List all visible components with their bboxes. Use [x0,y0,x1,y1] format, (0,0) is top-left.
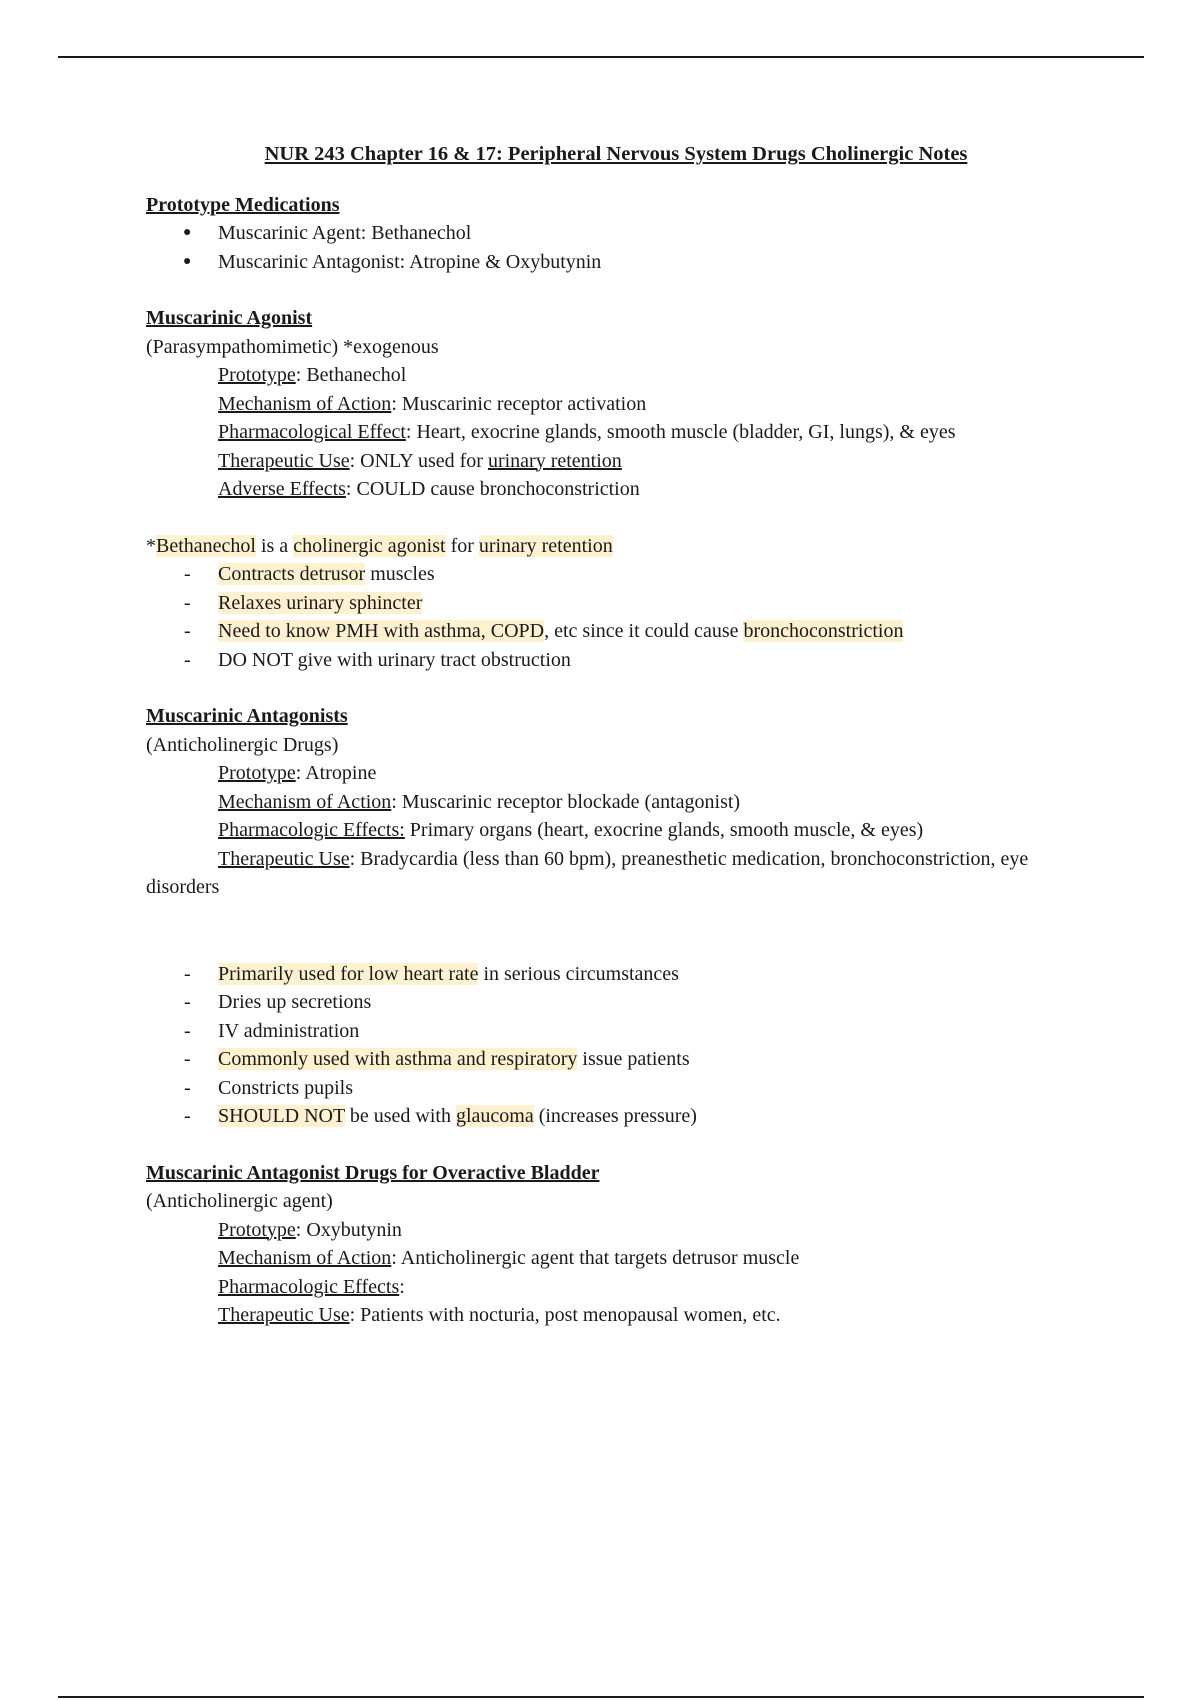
field-value: : ONLY used for [349,449,488,472]
agonist-adverse [146,475,1086,504]
highlight: SHOULD NOT [218,1105,345,1127]
highlight: Commonly used with asthma and respiratory [218,1048,578,1070]
antagonists-heading: Muscarinic Antagonists [146,705,348,727]
field-value: : Patients with nocturia, post menopausal women, etc. [349,1304,781,1326]
bethanechol-list [146,560,1086,674]
field-value: : Atropine [295,762,377,784]
highlight: urinary retention [478,534,613,557]
field-label: Adverse Effects [218,478,346,500]
field-label: Prototype [218,762,296,784]
list-item: - IV administration [146,1017,1086,1046]
agonist-effect [146,418,1086,447]
list-item: ● Muscarinic Agent: Bethanechol [146,219,1086,248]
list-item: - Need to know PMH with asthma, COPD, etc since it could cause bronchoconstriction [146,617,1086,646]
antagonists-moa [146,788,1086,817]
field-value: : Bethanechol [295,364,407,386]
highlight: Need to know PMH with asthma, COPD [218,620,545,642]
field-value: : Heart, exocrine glands, smooth muscle (bladder, GI, lungs), & eyes [405,421,956,443]
agonist-subtitle: (Parasympathomimetic) *exogenous [146,335,439,358]
list-item: - Constricts pupils [146,1074,1086,1103]
prototype-meds-heading: Prototype Medications [146,193,340,216]
field-value: : Muscarinic receptor activation [391,392,647,415]
bladder-subtitle: (Anticholinergic agent) [146,1190,333,1212]
list-item: - DO NOT give with urinary tract obstruction [146,646,1086,675]
highlight: cholinergic agonist [293,534,446,557]
field-label: Pharmacologic Effects: [218,819,405,841]
field-label: Prototype [218,364,296,386]
field-label: Therapeutic Use [218,449,350,472]
bladder-prototype [146,1216,1086,1245]
field-value: : Anticholinergic agent that targets detrusor muscle [391,1247,800,1269]
field-value: : Muscarinic receptor blockade (antagonist) [391,790,741,813]
agonist-heading: Muscarinic Agonist [146,307,313,329]
top-rule [58,56,1144,58]
document-page [146,140,1086,1330]
bottom-rule [58,1696,1144,1698]
field-value: : [399,1275,405,1298]
page-title: NUR 243 Chapter 16 & 17: Peripheral Nervous System Drugs Cholinergic Notes [264,143,968,165]
bladder-effects [146,1273,1086,1302]
field-label: Mechanism of Action [218,790,392,813]
antagonists-subtitle: (Anticholinergic Drugs) [146,733,339,756]
field-label: Mechanism of Action [218,1247,392,1269]
list-item: - Primarily used for low heart rate in serious circumstances [146,960,1086,989]
agonist-moa [146,390,1086,419]
list-item: - Contracts detrusor muscles [146,560,1086,589]
highlight: glaucoma [455,1105,534,1127]
bethanechol-note: *Bethanechol is a cholinergic agonist for urinary retention [146,534,613,557]
agonist-prototype [146,361,1086,390]
field-value: : Bradycardia (less than 60 bpm), preanesthetic medication, bronchoconstriction, eye disorders [146,847,1029,898]
highlight: Contracts detrusor [218,563,366,585]
highlight: Relaxes urinary sphincter [218,591,423,614]
highlight: bronchoconstriction [743,620,904,642]
list-item [146,589,1086,618]
bladder-moa [146,1244,1086,1273]
antagonists-effects [146,816,1086,845]
antagonists-prototype [146,759,1086,788]
agonist-use [146,447,1086,476]
list-item: - SHOULD NOT be used with glaucoma (increases pressure) [146,1102,1086,1131]
field-label: Pharmacologic Effects [218,1275,400,1298]
field-value: : Oxybutynin [295,1218,402,1241]
field-label: Therapeutic Use [218,1304,350,1326]
field-label: Prototype [218,1218,296,1241]
field-label: Therapeutic Use [218,847,350,870]
field-value: : COULD cause bronchoconstriction [345,478,640,500]
field-label: Mechanism of Action [218,392,392,415]
list-item: - Dries up secretions [146,988,1086,1017]
prototype-meds-list [146,219,1086,276]
list-item: ● Muscarinic Antagonist: Atropine & Oxybutynin [146,248,1086,277]
antagonists-list [146,960,1086,1131]
list-item: - Commonly used with asthma and respiratory issue patients [146,1045,1086,1074]
bladder-use [146,1301,1086,1330]
highlight: Primarily used for low heart rate [218,962,479,985]
antagonists-use [146,845,1086,902]
highlight: Bethanechol [156,534,256,557]
field-value-underlined: urinary retention [487,449,622,472]
field-label: Pharmacological Effect [218,421,406,443]
bladder-heading: Muscarinic Antagonist Drugs for Overactive Bladder [146,1161,600,1184]
field-value: Primary organs (heart, exocrine glands, smooth muscle, & eyes) [404,819,924,841]
